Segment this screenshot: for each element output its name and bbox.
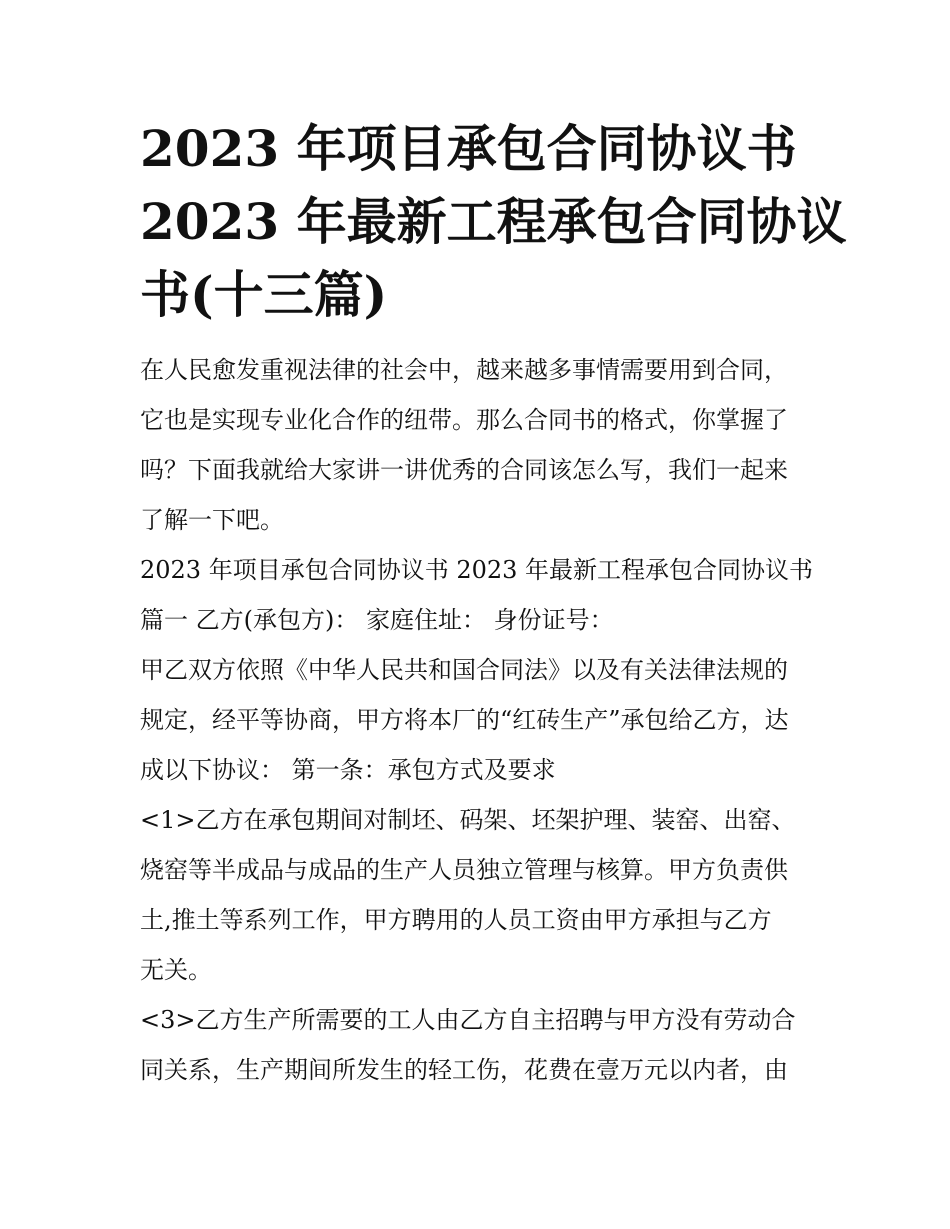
paragraph-line: 同关系，生产期间所发生的轻工伤，花费在壹万元以内者，由 — [140, 1056, 788, 1084]
paragraph-line: 烧窑等半成品与成品的生产人员独立管理与核算。甲方负责供 — [140, 856, 788, 884]
title-line-2: 2023 年最新工程承包合同协议 — [140, 192, 847, 251]
title-line-3: 书(十三篇) — [140, 265, 388, 324]
paragraph-line: 在人民愈发重视法律的社会中，越来越多事情需要用到合同， — [140, 356, 788, 384]
document-title — [140, 112, 847, 331]
paragraph-line: 土,推土等系列工作，甲方聘用的人员工资由甲方承担与乙方 — [140, 906, 772, 934]
paragraph-line: 它也是实现专业化合作的纽带。那么合同书的格式，你掌握了 — [140, 406, 788, 434]
document-content — [140, 112, 847, 1095]
paragraph-line: 成以下协议： 第一条：承包方式及要求 — [140, 756, 556, 784]
paragraph-line: <3>乙方生产所需要的工人由乙方自主招聘与甲方没有劳动合 — [140, 1006, 796, 1034]
paragraph-line: 吗？下面我就给大家讲一讲优秀的合同该怎么写，我们一起来 — [140, 456, 788, 484]
paragraph-line: 了解一下吧。 — [140, 506, 284, 534]
document-body — [140, 345, 820, 1095]
paragraph-line: 无关。 — [140, 956, 212, 984]
paragraph-heading-info — [140, 545, 820, 645]
paragraph-clause-1 — [140, 795, 820, 995]
paragraph-line: 2023 年项目承包合同协议书 2023 年最新工程承包合同协议书 — [140, 556, 814, 584]
paragraph-line: 规定，经平等协商，甲方将本厂的“红砖生产”承包给乙方，达 — [140, 706, 789, 734]
paragraph-line: 甲乙双方依照《中华人民共和国合同法》以及有关法律法规的 — [140, 656, 788, 684]
paragraph-intro — [140, 345, 820, 545]
paragraph-line: 篇一 乙方(承包方)： 家庭住址： 身份证号： — [140, 606, 614, 634]
paragraph-clause-3 — [140, 995, 820, 1095]
paragraph-line: <1>乙方在承包期间对制坯、码架、坯架护理、装窑、出窑、 — [140, 806, 796, 834]
paragraph-agreement — [140, 645, 820, 795]
title-line-1: 2023 年项目承包合同协议书 — [140, 119, 797, 178]
